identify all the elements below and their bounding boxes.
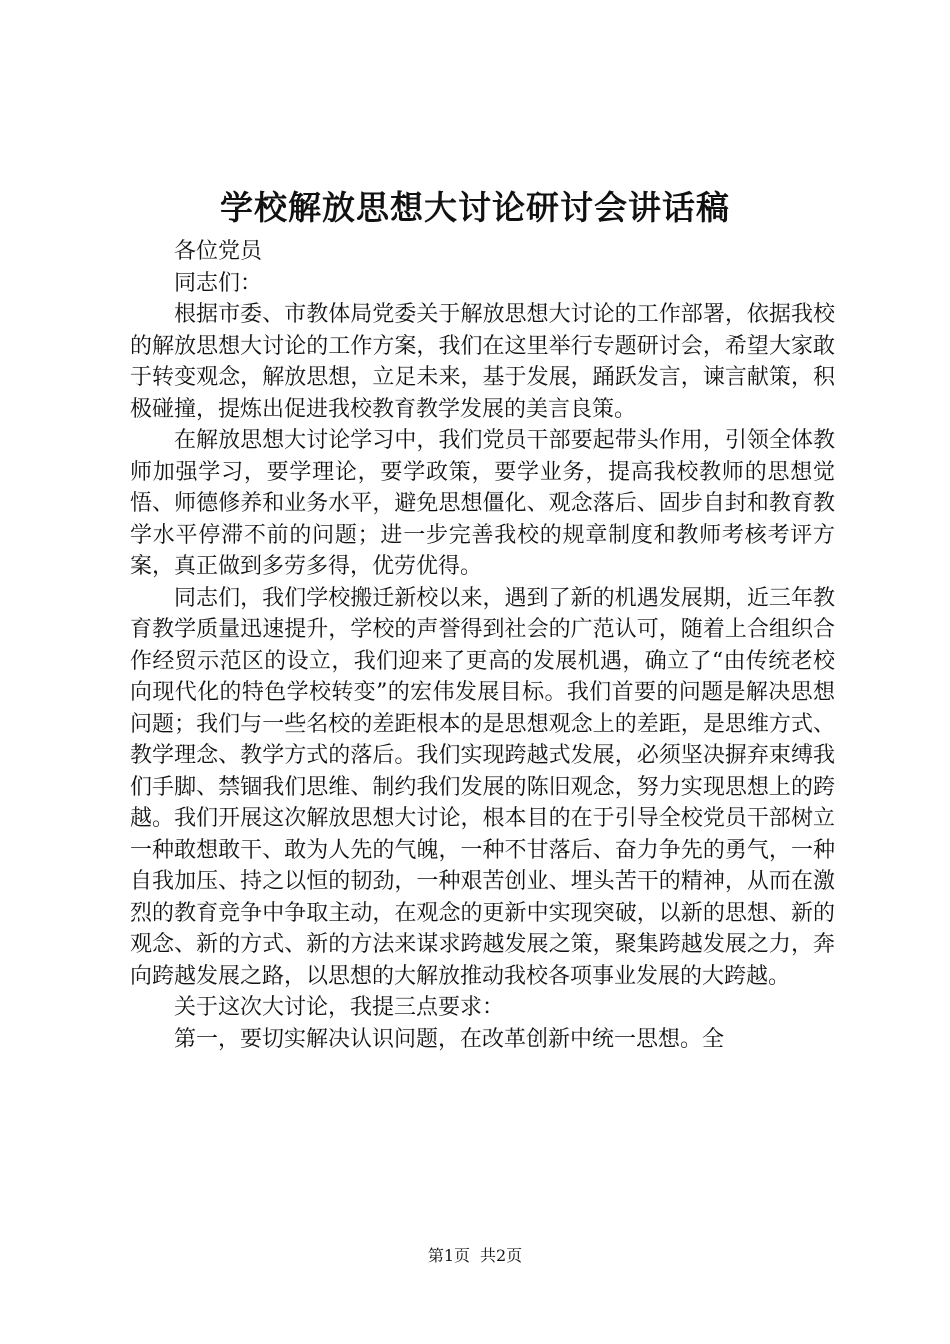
body-paragraph: 在解放思想大讨论学习中，我们党员干部要起带头作用，引领全体教师加强学习，要学理论，要学政策，要学业务，提高我校教师的思想觉悟、师德修养和业务水平，避免思想僵化、观念落后、固步自封和教育教学水平停滞不前的问题；进一步完善我校的规章制度和教师考核考评方案，真正做到多劳多得，优劳优得。: [130, 428, 835, 579]
page-footer: [0, 1244, 950, 1268]
document-body: [130, 236, 835, 1055]
document-title: 学校解放思想大讨论研讨会讲话稿: [220, 188, 730, 227]
body-paragraph: 第一，要切实解决认识问题，在改革创新中统一思想。全: [174, 1026, 725, 1052]
body-paragraph: 关于这次大讨论，我提三点要求：: [174, 995, 505, 1020]
body-paragraph: 根据市委、市教体局党委关于解放思想大讨论的工作部署，依据我校的解放思想大讨论的工作方案，我们在这里举行专题研讨会，希望大家敢于转变观念，解放思想，立足未来，基于发展，踊跃发言，谏言献策，积极碰撞，提炼出促进我校教育教学发展的美言良策。: [130, 302, 835, 422]
body-paragraph: 同志们，我们学校搬迁新校以来，遇到了新的机遇发展期，近三年教育教学质量迅速提升，学校的声誉得到社会的广范认可，随着上合组织合作经贸示范区的设立，我们迎来了更高的发展机遇，确立了“由传统老校向现代化的特色学校转变”的宏伟发展目标。我们首要的问题是解决思想问题；我们与一些名校的差距根本的是思想观念上的差距，是思维方式、教学理念、教学方式的落后。我们实现跨越式发展，必须坚决摒弃束缚我们手脚、禁锢我们思维、制约我们发展的陈旧观念，努力实现思想上的跨越。我们开展这次解放思想大讨论，根本目的在于引导全校党员干部树立一种敢想敢干、敢为人先的气魄，一种不甘落后、奋力争先的勇气，一种自我加压、持之以恒的韧劲，一种艰苦创业、埋头苦干的精神，从而在激烈的教育竞争中争取主动，在观念的更新中实现突破，以新的思想、新的观念、新的方式、新的方法来谋求跨越发展之策，聚集跨越发展之力，奔向跨越发展之路，以思想的大解放推动我校各项事业发展的大跨越。: [130, 585, 835, 989]
salutation-comrades: 同志们：: [174, 270, 263, 296]
page-total: 共2页: [480, 1246, 523, 1265]
page-number: 第1页: [427, 1246, 470, 1265]
salutation-party-members: 各位党员: [174, 239, 263, 264]
